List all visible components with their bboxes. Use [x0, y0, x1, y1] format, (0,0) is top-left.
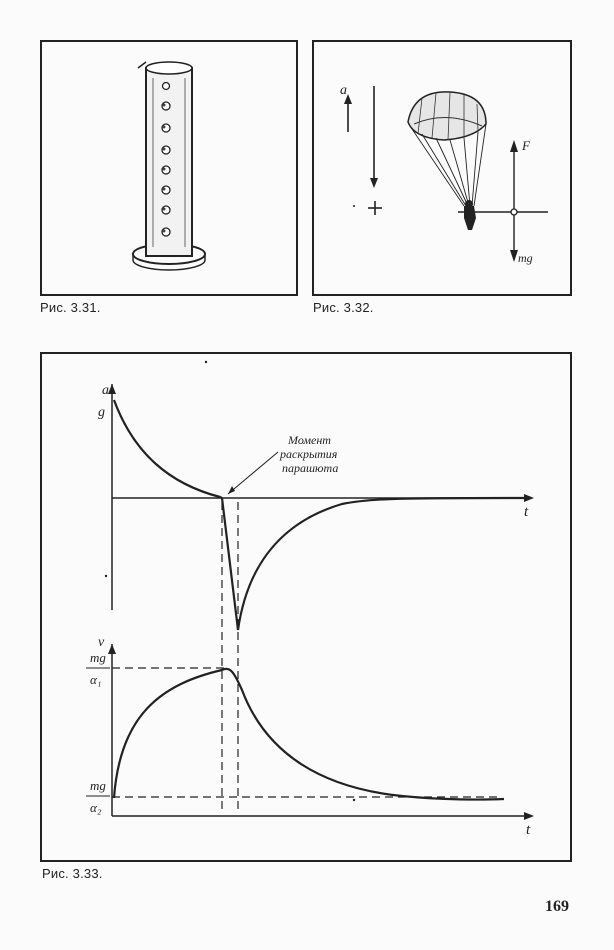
- figure-3-31: [40, 40, 298, 296]
- accel-label: a: [340, 83, 347, 98]
- figure-3-32: [312, 40, 572, 296]
- top-x-label: t: [524, 504, 529, 520]
- accel-recovery-curve: [222, 498, 530, 630]
- tick1-denominator: α₁: [90, 672, 102, 687]
- tick2-numerator: mg: [90, 778, 106, 793]
- figure-3-33: [40, 352, 572, 862]
- figure-3-33-caption: Рис. 3.33.: [42, 866, 103, 881]
- bottom-y-label: v: [98, 635, 105, 650]
- parachute-illustration: [314, 42, 570, 294]
- annotation-line-2: раскрытия: [280, 447, 338, 461]
- top-y-label: a: [102, 383, 109, 398]
- top-y-tick-g: g: [98, 405, 105, 420]
- cylinder-illustration: [42, 42, 296, 294]
- page-number: 169: [545, 898, 569, 915]
- annotation-pointer: [228, 452, 278, 494]
- weight-label: mg: [518, 251, 533, 265]
- figure-3-32-caption: Рис. 3.32.: [313, 300, 374, 315]
- tick1-numerator: mg: [90, 650, 106, 665]
- force-label: F: [522, 138, 530, 153]
- accel-decay-curve: [114, 400, 222, 498]
- annotation-line-1: Момент: [288, 433, 331, 447]
- bottom-x-label: t: [526, 822, 531, 838]
- annotation-line-3: парашюта: [282, 461, 339, 475]
- figure-3-31-caption: Рис. 3.31.: [40, 300, 101, 315]
- figure-3-33-plot: [42, 354, 570, 860]
- velocity-curve: [114, 669, 504, 800]
- tick2-denominator: α₂: [90, 800, 102, 815]
